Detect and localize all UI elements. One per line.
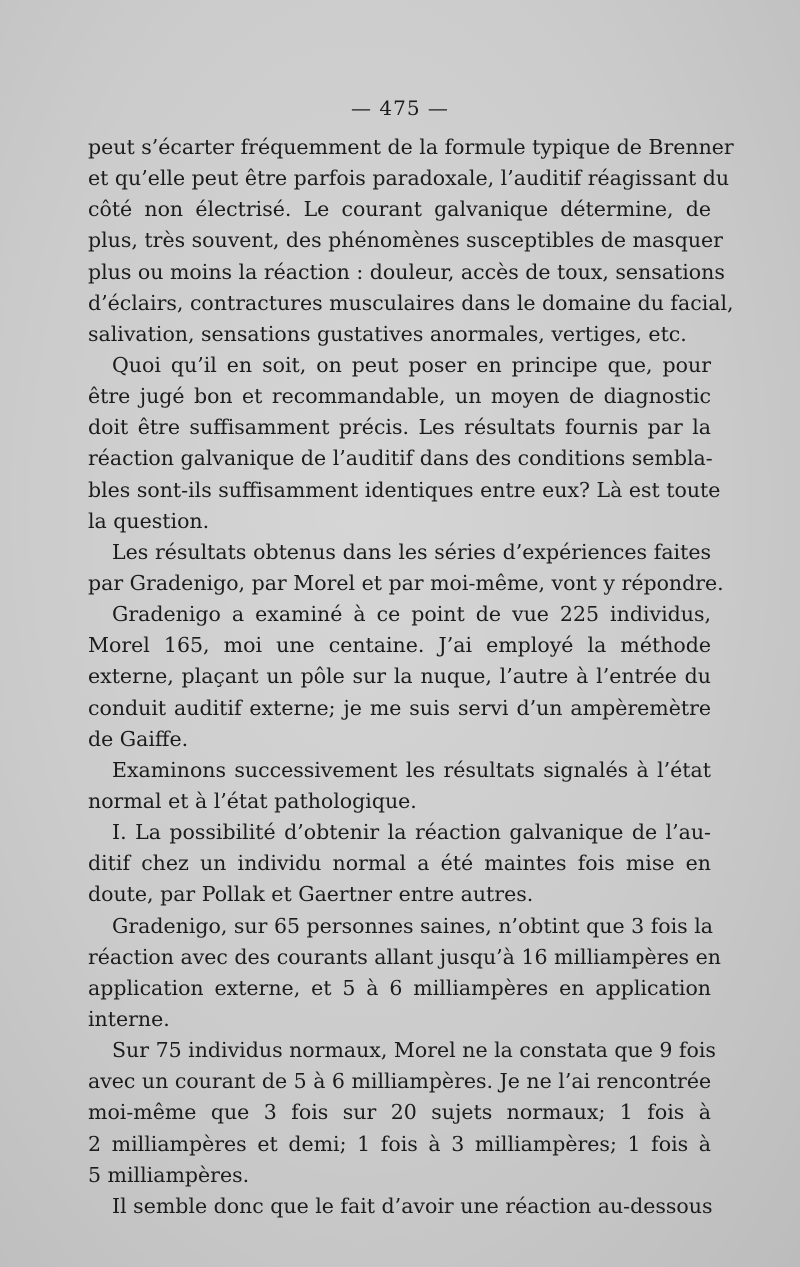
- text-line: externe, plaçant un pôle sur la nuque, l’autre à l’entrée du: [88, 664, 711, 689]
- text-line: application externe, et 5 à 6 milliampères en application: [88, 975, 711, 1000]
- text-line: moi-même que 3 fois sur 20 sujets normaux; 1 fois à: [88, 1100, 711, 1125]
- text-line: Quoi qu’il en soit, on peut poser en principe que, pour: [112, 352, 711, 377]
- text-line: bles sont-ils suffisamment identiques entre eux? Là est toute: [88, 477, 721, 502]
- text-line: réaction avec des courants allant jusqu’à 16 milliampères en: [88, 944, 721, 969]
- text-line: 2 milliampères et demi; 1 fois à 3 milliampères; 1 fois à: [88, 1131, 711, 1156]
- text-line: Examinons successivement les résultats signalés à l’état: [112, 757, 711, 782]
- text-line: être jugé bon et recommandable, un moyen de diagnostic: [88, 384, 711, 409]
- text-line: I. La possibilité d’obtenir la réaction galvanique de l’au-: [112, 820, 711, 845]
- text-line: interne.: [88, 1006, 170, 1031]
- text-line: salivation, sensations gustatives anormales, vertiges, etc.: [88, 321, 687, 346]
- body-text: [88, 132, 734, 1222]
- text-line: doit être suffisamment précis. Les résultats fournis par la: [88, 415, 711, 440]
- text-line: ditif chez un individu normal a été maintes fois mise en: [88, 851, 711, 876]
- text-line: doute, par Pollak et Gaertner entre autres.: [88, 882, 534, 907]
- text-line: Morel 165, moi une centaine. J’ai employé la méthode: [88, 633, 711, 658]
- text-line: 5 milliampères.: [88, 1162, 250, 1187]
- text-line: et qu’elle peut être parfois paradoxale, l’auditif réagissant du: [88, 166, 730, 191]
- text-line: la question.: [88, 508, 210, 533]
- text-line: réaction galvanique de l’auditif dans des conditions sembla-: [88, 446, 713, 471]
- text-line: par Gradenigo, par Morel et par moi-même, vont y répondre.: [88, 570, 724, 595]
- text-line: normal et à l’état pathologique.: [88, 788, 417, 813]
- text-line: Sur 75 individus normaux, Morel ne la constata que 9 fois: [112, 1038, 716, 1063]
- text-line: conduit auditif externe; je me suis servi d’un ampèremètre: [88, 695, 711, 720]
- text-line: plus, très souvent, des phénomènes susceptibles de masquer: [88, 228, 723, 253]
- text-line: plus ou moins la réaction : douleur, accès de toux, sensations: [88, 259, 725, 284]
- text-line: Les résultats obtenus dans les séries d’expériences faites: [112, 539, 711, 564]
- text-line: avec un courant de 5 à 6 milliampères. Je ne l’ai rencontrée: [88, 1069, 712, 1094]
- text-line: de Gaiffe.: [88, 726, 189, 751]
- text-line: Gradenigo, sur 65 personnes saines, n’obtint que 3 fois la: [112, 913, 713, 938]
- page-number: — 475 —: [351, 96, 449, 120]
- text-line: côté non électrisé. Le courant galvanique détermine, de: [88, 197, 711, 222]
- text-line: peut s’écarter fréquemment de la formule typique de Brenner: [88, 135, 734, 159]
- text-line: Gradenigo a examiné à ce point de vue 225 individus,: [112, 602, 711, 627]
- text-line: d’éclairs, contractures musculaires dans le domaine du facial,: [88, 290, 734, 315]
- text-line: Il semble donc que le fait d’avoir une réaction au-dessous: [112, 1193, 713, 1218]
